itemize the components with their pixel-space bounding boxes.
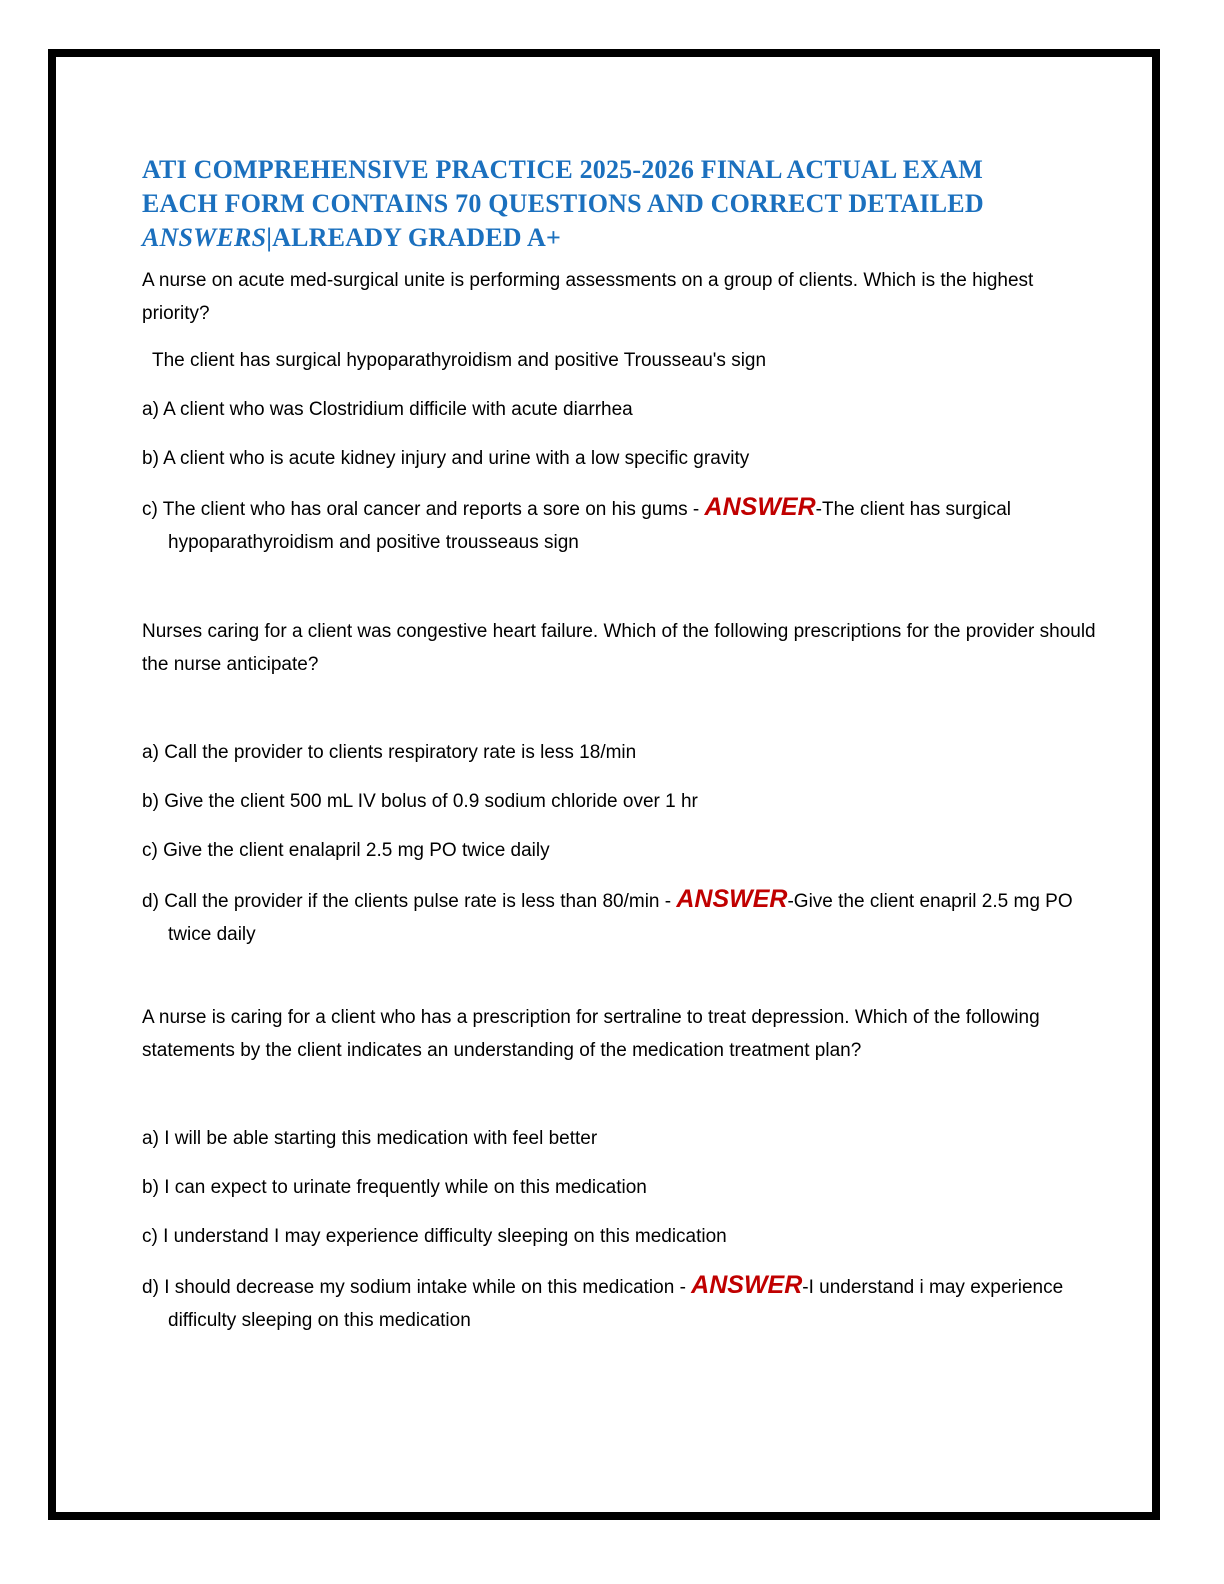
correct-answer-text: -Give the client enapril 2.5 mg PO twice daily: [168, 891, 1073, 945]
option-text: Call the provider to clients respiratory rate is less 18/min: [164, 742, 637, 763]
question-3-option-d: [142, 1269, 1106, 1337]
option-text: I understand I may experience difficulty sleeping on this medication: [163, 1226, 727, 1247]
title-line-1: ATI COMPREHENSIVE PRACTICE 2025-2026 FINAL ACTUAL EXAM: [142, 155, 983, 184]
correct-answer-text: -I understand i may experience difficulty sleeping on this medication: [168, 1277, 1064, 1331]
option-text: A client who was Clostridium difficile with acute diarrhea: [163, 399, 633, 420]
option-text: Give the client 500 mL IV bolus of 0.9 sodium chloride over 1 hr: [164, 791, 698, 812]
option-text: Give the client enalapril 2.5 mg PO twice daily: [163, 840, 550, 861]
answer-marker: ANSWER: [676, 885, 788, 913]
question-2-text: Nurses caring for a client was congestive heart failure. Which of the following prescriptions for the provider should the nurse anticipate?: [142, 621, 1096, 675]
option-label: c): [142, 499, 158, 520]
option-text: I will be able starting this medication with feel better: [164, 1128, 598, 1149]
question-1-text: A nurse on acute med-surgical unite is performing assessments on a group of clients. Which is the highest priority?: [142, 270, 1034, 324]
title-line-2: EACH FORM CONTAINS 70 QUESTIONS AND CORRECT DETAILED: [142, 189, 984, 218]
option-label: a): [142, 742, 159, 763]
question-2-option-d: [142, 883, 1106, 951]
question-2-option-b: [142, 785, 1106, 818]
question-2-option-a: [142, 736, 1106, 769]
option-text: The client who has oral cancer and reports a sore on his gums -: [162, 499, 705, 520]
title-line-3-italic: ANSWERS: [142, 223, 267, 252]
correct-answer-text: -The client has surgical hypoparathyroidism and positive trousseaus sign: [168, 499, 1012, 553]
option-label: a): [142, 399, 159, 420]
question-3-text: A nurse is caring for a client who has a prescription for sertraline to treat depression. Which of the following statements by the client indicates an understanding of the medication treatment plan?: [142, 1007, 1040, 1061]
document-title: [142, 153, 1106, 255]
question-3-option-c: [142, 1220, 1106, 1253]
option-label: a): [142, 1128, 159, 1149]
option-text: I can expect to urinate frequently while on this medication: [164, 1177, 647, 1198]
answer-marker: ANSWER: [704, 493, 816, 521]
option-label: c): [142, 1226, 158, 1247]
question-1-answer-statement: The client has surgical hypoparathyroidism and positive Trousseau's sign: [152, 350, 767, 371]
title-line-3-rest: |ALREADY GRADED A+: [266, 223, 562, 252]
option-label: b): [142, 1177, 159, 1198]
option-text: I should decrease my sodium intake while on this medication -: [164, 1277, 692, 1298]
option-label: b): [142, 448, 159, 469]
answer-marker: ANSWER: [691, 1271, 803, 1299]
page-content: [56, 57, 1152, 1337]
question-1-option-a: [142, 393, 1106, 426]
question-1-option-c: [142, 491, 1106, 559]
question-2-option-c: [142, 834, 1106, 867]
page-border-frame: [48, 49, 1160, 1520]
option-label: d): [142, 891, 159, 912]
option-label: d): [142, 1277, 159, 1298]
option-label: b): [142, 791, 159, 812]
option-label: c): [142, 840, 158, 861]
question-3-option-b: [142, 1171, 1106, 1204]
question-1-option-b: [142, 442, 1106, 475]
option-text: Call the provider if the clients pulse rate is less than 80/min -: [164, 891, 677, 912]
option-text: A client who is acute kidney injury and urine with a low specific gravity: [163, 448, 750, 469]
question-3-option-a: [142, 1122, 1106, 1155]
